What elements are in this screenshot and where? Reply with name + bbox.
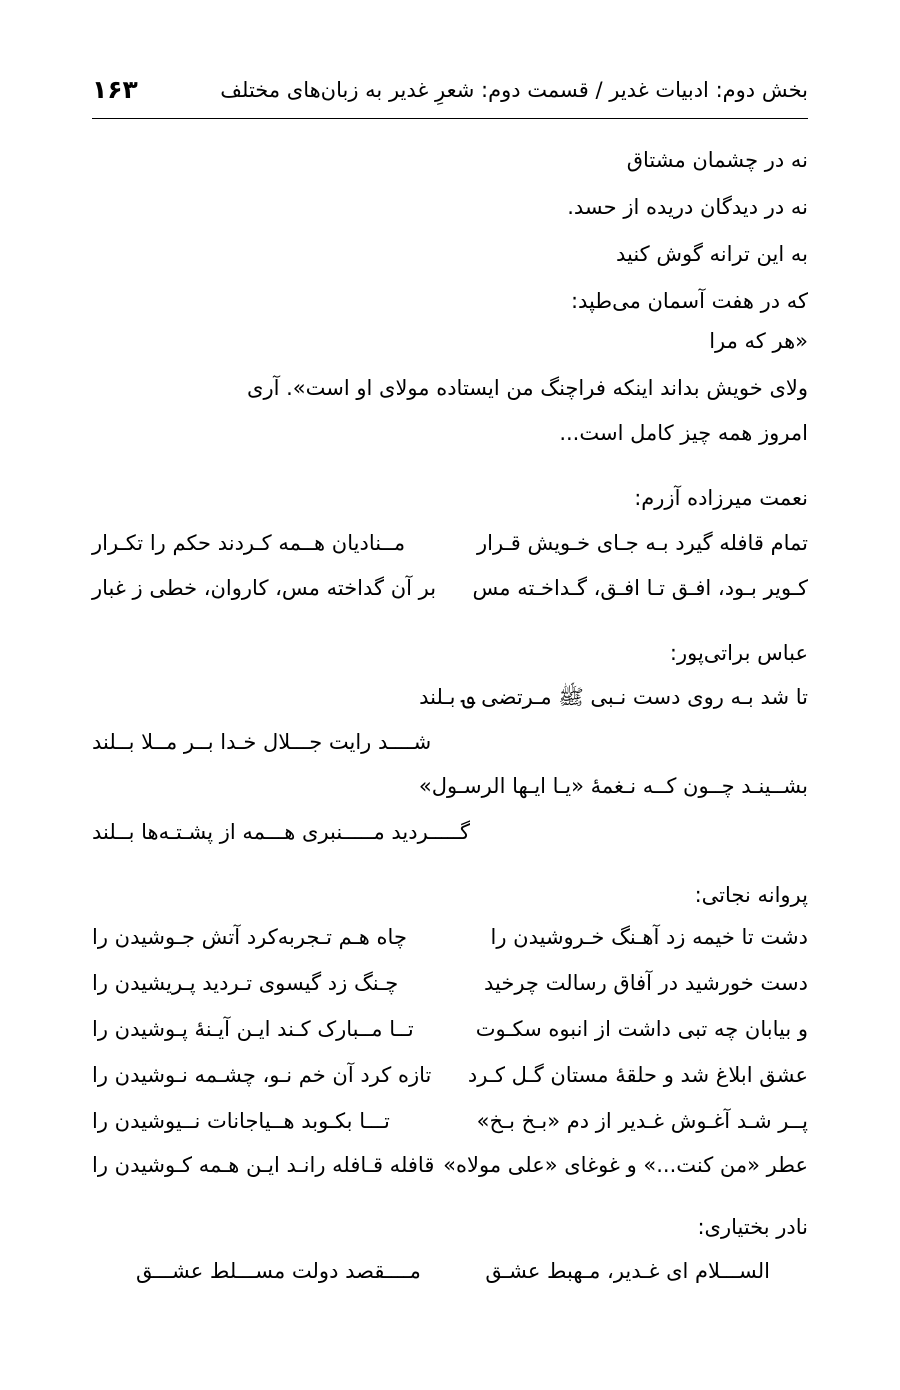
verse-first-hemistich: کـویر بـود، افـق تـا افـق، گـداخـته مس [472,576,808,600]
verse-second-hemistich: تازه کرد آن خم نـو، چشـمه نـوشیدن را [92,1063,432,1087]
verse-second-hemistich: بر آن گداخته مس، کاروان، خطی ز غبار [92,576,437,600]
poem-line: که در هفت آسمان می‌طپد: [570,289,808,313]
verse-first-hemistich: دست خورشید در آفاق رسالت چرخید [484,971,808,995]
verse-second-hemistich: قافله قـافله رانـد ایـن هـمه کـوشیدن را [92,1153,435,1177]
verse-first-hemistich: و بیابان چه تبی داشت از انبوه سکـوت [475,1017,808,1041]
poet-name: نعمت میرزاده آزرم: [634,486,808,510]
poem-line: نه در دیدگان دریده از حسد. [567,195,808,219]
verse-second-hemistich: چاه هـم تـجربه‌کرد آتش جـوشیدن را [92,925,407,949]
poem-line: به این ترانه گوش کنید [615,242,808,266]
poem-line: نه در چشمان مشتاق [626,148,808,172]
poem-line: «هر که مرا [709,329,808,353]
verse-second-hemistich: تـــا بکـوبد هــیاجانات نــیوشیدن را [92,1109,390,1133]
verse-second-hemistich: شــــد رایت جـــلال خـدا بــر مــلا بــلند [92,730,432,754]
running-header [92,70,808,110]
header-divider [92,118,808,119]
verse-second-hemistich: مــــقصد دولت مســـلط عشـــق [136,1259,421,1283]
verse-second-hemistich: چـنگ زد گیسوی تـردید پـریشیدن را [92,971,399,995]
poem-line: امروز همه چیز کامل است... [559,421,808,445]
verse-first-hemistich: عشق ابلاغ شد و حلقهٔ مستان گـل کـرد [467,1063,808,1087]
poem-line: ولای خویش بداند اینکه فراچنگ من ایستاده مولای او است». آری [247,376,808,400]
header-title: بخش دوم: ادبیات غدیر / قسمت دوم: شعرِ غدیر به زبان‌های مختلف [220,78,808,102]
verse-first-hemistich: دشت تا خیمه زد آهـنگ خـروشیدن را [490,925,808,949]
verse-first-hemistich: الســـلام ای غـدیر، مـهبط عشـق [485,1259,770,1283]
poet-name: پروانه نجاتی: [694,883,808,907]
verse-first-hemistich: پــر شـد آغـوش غـدیر از دم «بـخ بـخ» [476,1109,808,1133]
page-number: ۱۶۳ [92,75,138,104]
verse-first-hemistich: عطر «من کنت...» و غوغای «علی مولاه» [443,1153,808,1177]
verse-second-hemistich: گـــــردید مـــــنبری هـــمه از پشـتـه‌ها بــلند [92,820,470,844]
poet-name: عباس براتی‌پور: [669,641,808,665]
verse-second-hemistich: تــا مــبارک کـند ایـن آیـنهٔ پـوشیدن را [92,1017,414,1041]
verse-first-hemistich: تمام قافله گیرد بـه جـای خـویش قـرار [477,531,808,555]
verse-first-hemistich: بشــینـد چــون کــه نـغمهٔ «یـا ایـها الرسـول» [418,774,808,798]
verse-second-hemistich: مــنادیان هــمه کـردند حکم را تکـرار [92,531,406,555]
poet-name: نادر بختیاری: [697,1215,808,1239]
verse-first-hemistich: تا شد بـه روی دست نـبی ﷺ مـرتضی ؈ بـلند [419,685,808,709]
